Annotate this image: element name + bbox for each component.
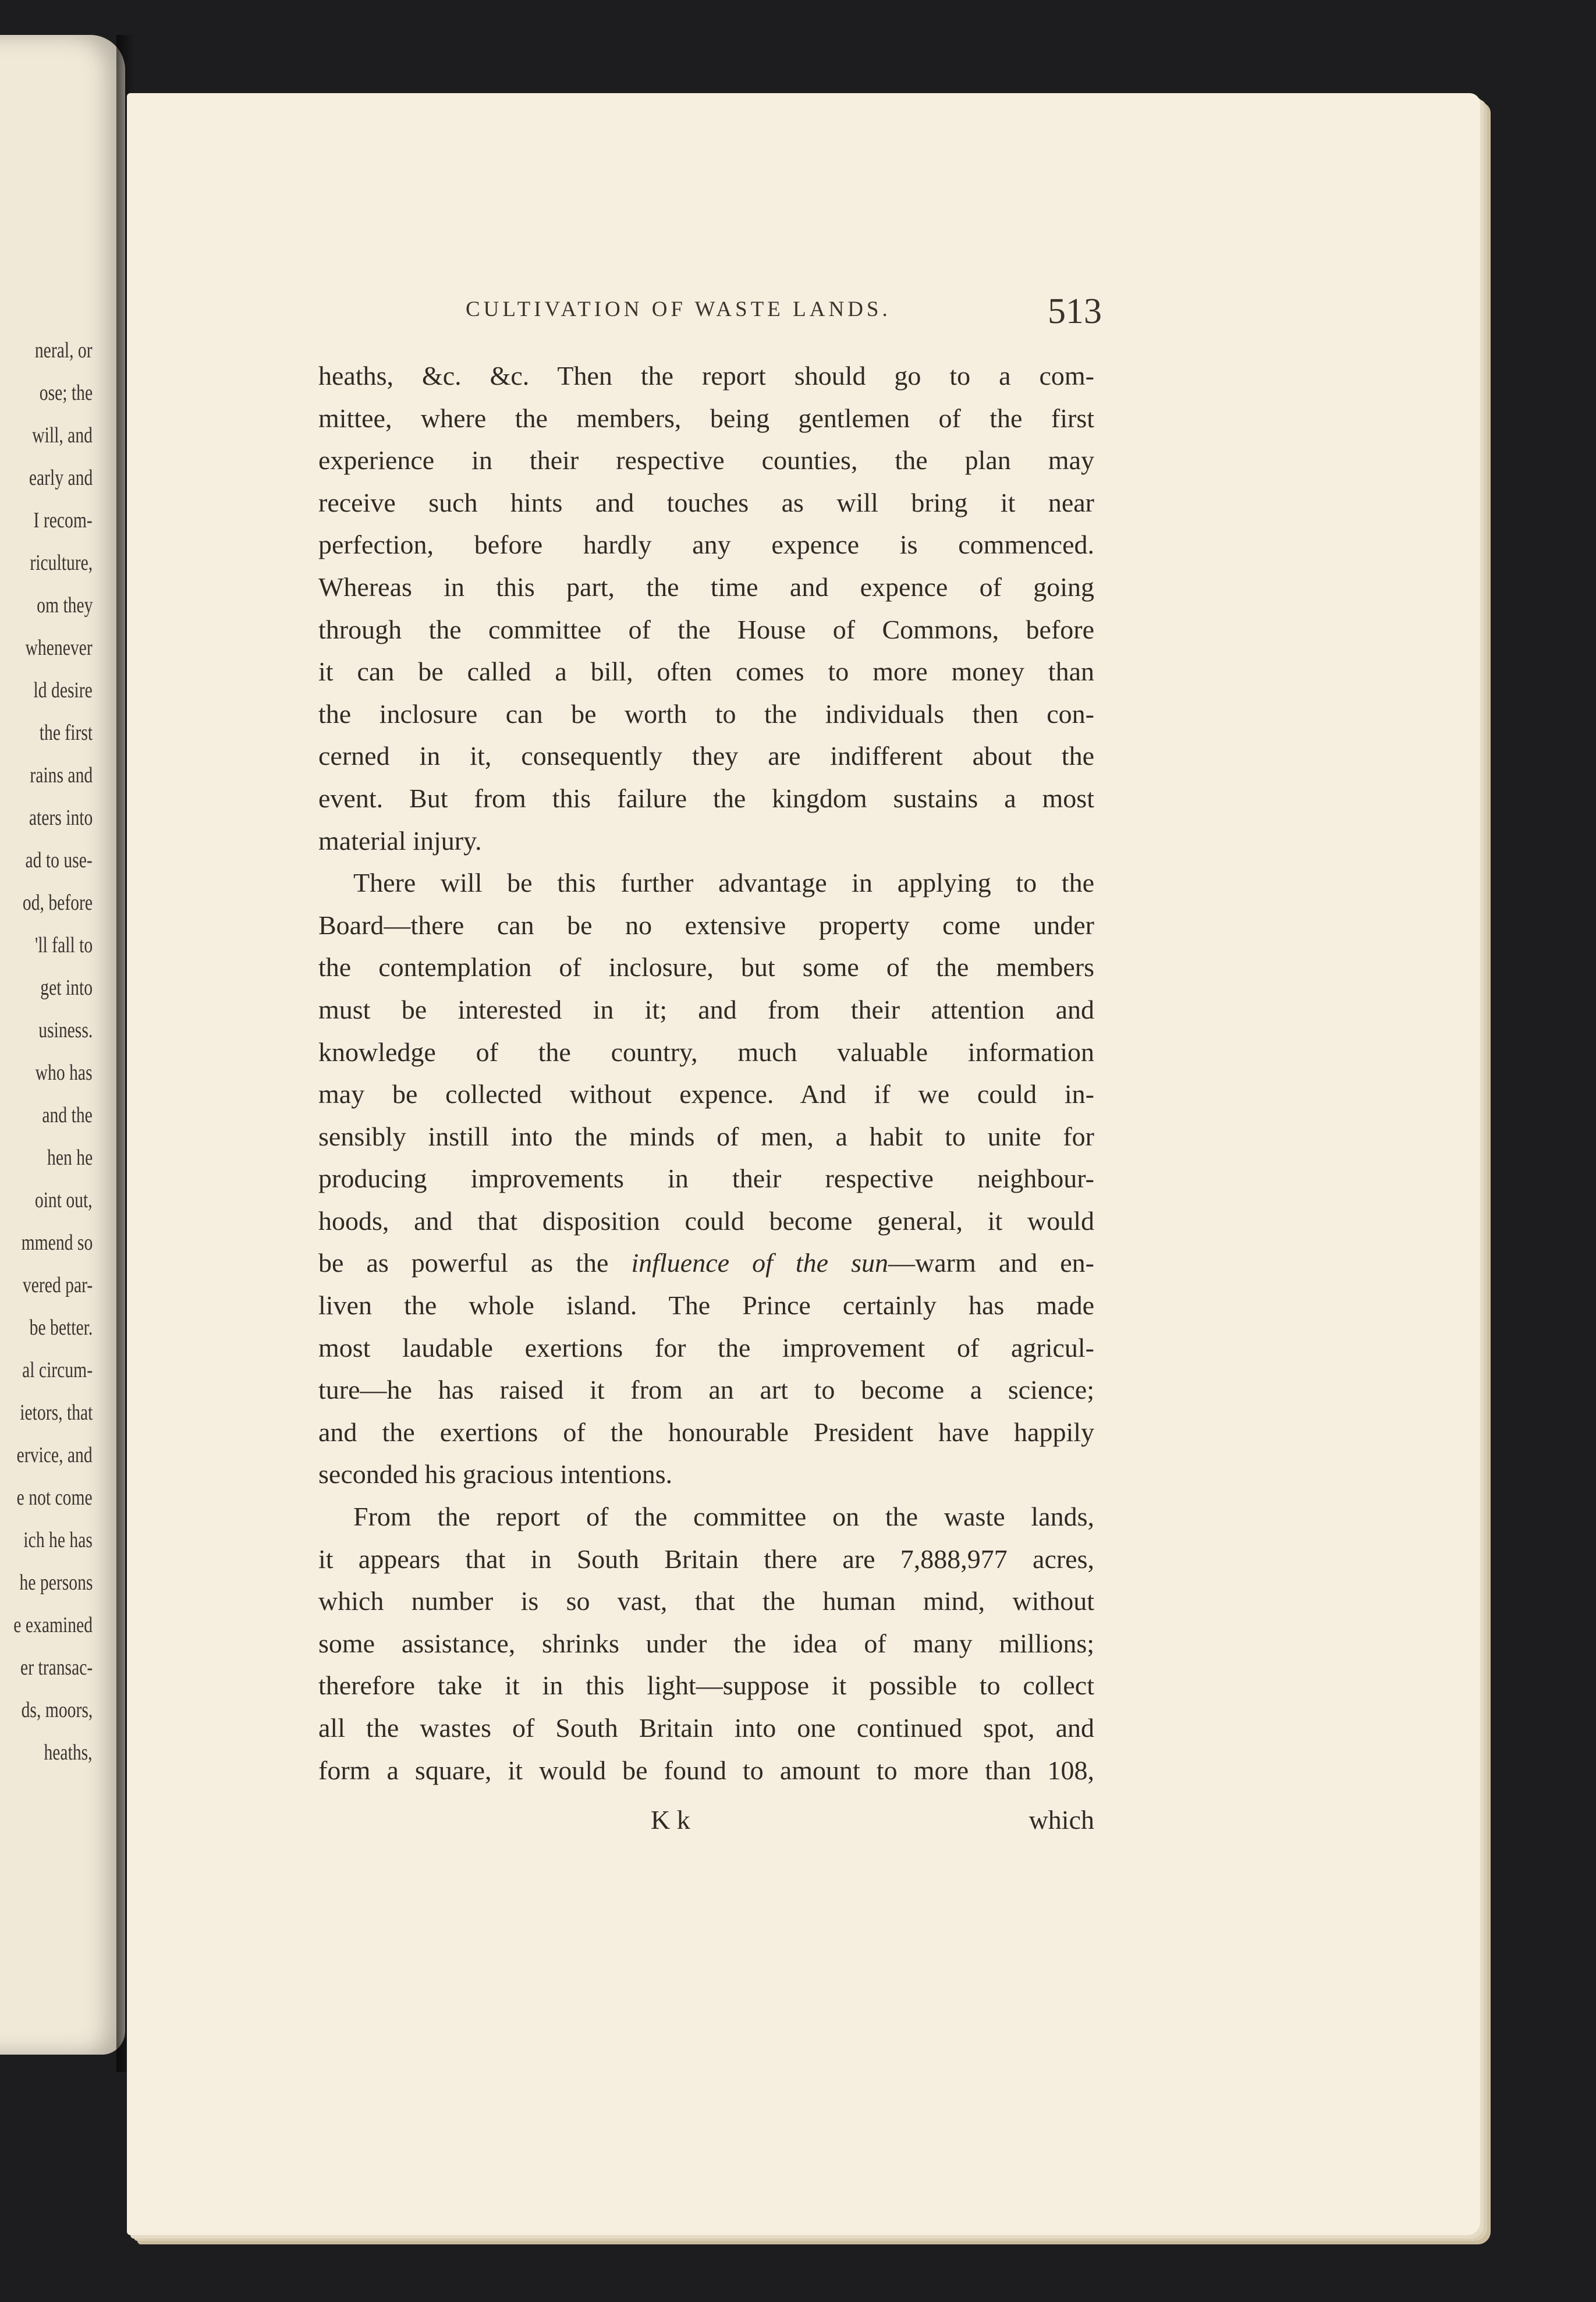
text-line: and the exertions of the honourable President have happily	[318, 1417, 1094, 1447]
text-line: liven the whole island. The Prince certainly has made	[318, 1290, 1094, 1321]
facing-page-left	[0, 35, 125, 2055]
text-segment: —warm and en-	[888, 1248, 1094, 1278]
text-line: form a square, it would be found to amount to more than 108,	[318, 1755, 1094, 1785]
facing-line: e not come	[16, 1485, 93, 1510]
text-line: perfection, before hardly any expence is commenced.	[318, 530, 1094, 560]
facing-line: e examined	[13, 1613, 93, 1637]
running-head: CULTIVATION OF WASTE LANDS.	[466, 297, 891, 321]
catchword: which	[1028, 1805, 1094, 1835]
text-line: knowledge of the country, much valuable information	[318, 1037, 1094, 1067]
facing-line: oint out,	[35, 1188, 93, 1212]
facing-line: who has	[36, 1060, 93, 1085]
facing-line: heaths,	[44, 1740, 93, 1765]
facing-line: neral, or	[35, 338, 93, 363]
text-line: most laudable exertions for the improvement of agricul-	[318, 1332, 1094, 1363]
text-line: experience in their respective counties, the plan may	[318, 445, 1094, 476]
signature-mark: K k	[651, 1805, 690, 1835]
text-line: some assistance, shrinks under the idea of many millions;	[318, 1628, 1094, 1658]
facing-line: ervice, and	[16, 1443, 93, 1467]
facing-line: the first	[39, 721, 93, 745]
facing-line: ld desire	[33, 678, 93, 703]
facing-line: er transac-	[20, 1655, 93, 1680]
text-line: seconded his gracious intentions.	[318, 1459, 673, 1489]
facing-line: usiness.	[38, 1018, 93, 1042]
text-line: ture—he has raised it from an art to become a science;	[318, 1375, 1094, 1405]
facing-line: and the	[42, 1103, 93, 1127]
text-line: all the wastes of South Britain into one continued spot, and	[318, 1713, 1094, 1743]
text-line: the inclosure can be worth to the individuals then con-	[318, 698, 1094, 729]
facing-line: be better.	[29, 1315, 93, 1340]
text-line: therefore take it in this light—suppose it possible to collect	[318, 1670, 1094, 1701]
text-line: which number is so vast, that the human mind, without	[318, 1586, 1094, 1616]
text-line: mittee, where the members, being gentlemen of the first	[318, 403, 1094, 433]
facing-line: ad to use-	[25, 848, 93, 872]
facing-line: vered par-	[22, 1273, 93, 1297]
facing-line: al circum-	[22, 1358, 93, 1382]
facing-line: ietors, that	[19, 1400, 93, 1425]
text-line: through the committee of the House of Commons, before	[318, 614, 1094, 644]
text-line: There will be this further advantage in applying to the	[353, 868, 1094, 898]
facing-line: ich he has	[23, 1528, 93, 1552]
text-line: event. But from this failure the kingdom sustains a most	[318, 783, 1094, 813]
text-line: Whereas in this part, the time and expence of going	[318, 572, 1094, 602]
facing-line: will, and	[32, 423, 93, 448]
facing-line: I recom-	[33, 508, 93, 533]
facing-line: od, before	[22, 891, 93, 915]
text-line: Board—there can be no extensive property come under	[318, 910, 1094, 940]
text-line: hoods, and that disposition could become general, it would	[318, 1205, 1094, 1236]
facing-line: mmend so	[21, 1230, 93, 1255]
text-line: cerned in it, consequently they are indifferent about the	[318, 741, 1094, 771]
facing-line: riculture,	[30, 551, 93, 575]
text-line: From the report of the committee on the waste lands,	[353, 1502, 1094, 1532]
facing-line: om they	[36, 593, 93, 618]
facing-line: ose; the	[39, 381, 93, 405]
text-segment: be as powerful as the	[318, 1248, 632, 1278]
body-text	[318, 355, 1094, 1792]
text-line: it appears that in South Britain there are 7,888,977 acres,	[318, 1544, 1094, 1574]
facing-line: aters into	[29, 806, 93, 830]
text-line: must be interested in it; and from their attention and	[318, 994, 1094, 1024]
text-line	[318, 1242, 1094, 1285]
facing-line: early and	[29, 466, 93, 490]
text-line: heaths, &c. &c. Then the report should go to a com-	[318, 361, 1094, 391]
text-line: producing improvements in their respective neighbour-	[318, 1164, 1094, 1194]
facing-line: ds, moors,	[21, 1698, 93, 1722]
text-line: sensibly instill into the minds of men, a habit to unite for	[318, 1121, 1094, 1151]
page-number: 513	[1048, 292, 1102, 331]
text-line: the contemplation of inclosure, but some of the members	[318, 952, 1094, 982]
facing-line: he persons	[19, 1570, 93, 1595]
facing-line: rains and	[30, 763, 93, 788]
text-line: it can be called a bill, often comes to more money than	[318, 657, 1094, 687]
facing-line: get into	[40, 976, 93, 1000]
facing-line: hen he	[47, 1145, 93, 1170]
facing-line: whenever	[25, 636, 93, 660]
text-line: material injury.	[318, 825, 482, 856]
facing-line: 'll fall to	[34, 933, 93, 957]
text-line: may be collected without expence. And if we could in-	[318, 1079, 1094, 1109]
italic-phrase: influence of the sun	[631, 1248, 889, 1278]
text-line: receive such hints and touches as will bring it near	[318, 487, 1094, 517]
